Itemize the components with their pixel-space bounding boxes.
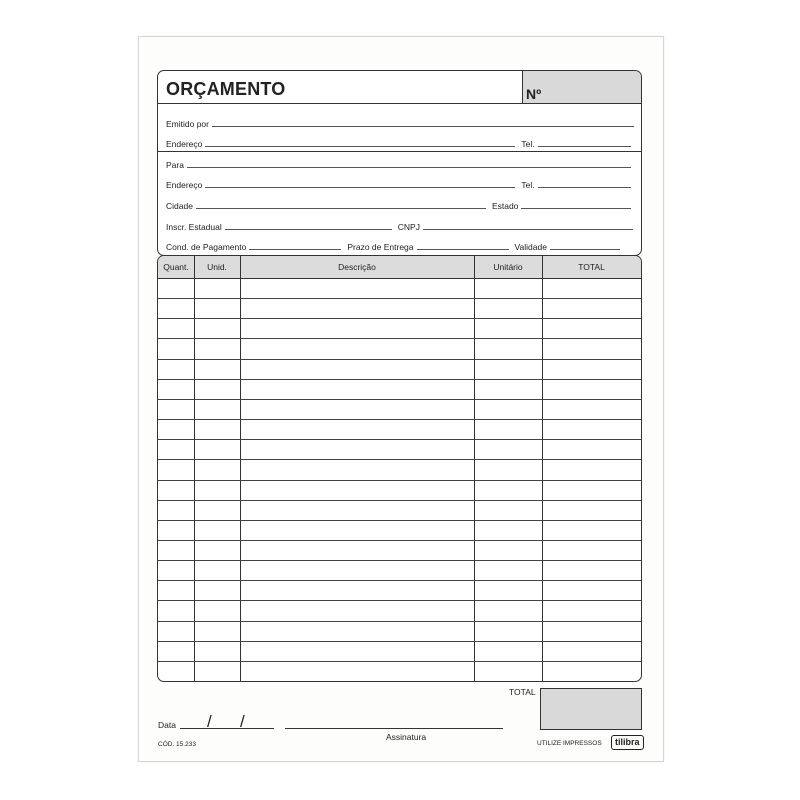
cnpj-line[interactable] — [423, 229, 633, 230]
product-code: CÓD. 15.233 — [158, 741, 196, 748]
table-row-line — [158, 641, 641, 642]
delivery-time-label: Prazo de Entrega — [347, 242, 414, 252]
table-row-line — [158, 298, 641, 299]
col-unit-header: Unid. — [207, 262, 227, 272]
issued-by-row — [166, 115, 634, 129]
to-line[interactable] — [187, 167, 631, 168]
validity-line[interactable] — [550, 249, 620, 250]
col-description-header: Descrição — [338, 262, 376, 272]
signature-label: Assinatura — [386, 732, 427, 742]
state-line[interactable] — [521, 208, 631, 209]
grand-total-field[interactable] — [540, 688, 642, 730]
table-row-line — [158, 500, 641, 501]
registration-row — [166, 218, 633, 232]
date-line[interactable] — [180, 728, 274, 729]
emitter-phone-label: Tel. — [521, 139, 535, 149]
emitter-address-row — [166, 135, 631, 149]
to-label: Para — [166, 160, 184, 170]
city-line[interactable] — [196, 208, 486, 209]
brand-logo: tilibra — [611, 735, 644, 750]
table-row-line — [158, 359, 641, 360]
date-label: Data — [158, 720, 176, 730]
recipient-phone-line[interactable] — [538, 187, 631, 188]
grand-total-label: TOTAL — [509, 687, 536, 697]
table-row-line — [158, 379, 641, 380]
date-separator: / — [240, 712, 245, 731]
table-row-line — [158, 318, 641, 319]
table-row-line — [158, 580, 641, 581]
table-row-line — [158, 600, 641, 601]
date-separator: / — [207, 712, 212, 731]
section-divider — [158, 151, 641, 152]
table-row-line — [158, 480, 641, 481]
validity-label: Validade — [514, 242, 547, 252]
table-row-line — [158, 419, 641, 420]
signature-line[interactable] — [285, 728, 503, 729]
table-row-line — [158, 540, 641, 541]
number-field[interactable] — [522, 71, 642, 103]
col-unit-price-header: Unitário — [493, 262, 523, 272]
emitter-address-label: Endereço — [166, 139, 203, 149]
to-row — [166, 156, 631, 170]
recipient-address-line[interactable] — [205, 187, 515, 188]
items-table — [157, 255, 642, 682]
number-label: Nº — [526, 86, 542, 102]
table-row-line — [158, 399, 641, 400]
table-row-line — [158, 560, 641, 561]
col-quantity-header: Quant. — [163, 262, 189, 272]
title-row — [158, 71, 641, 104]
cnpj-label: CNPJ — [397, 222, 420, 232]
state-registration-line[interactable] — [225, 229, 392, 230]
col-divider — [194, 256, 195, 681]
emitter-phone-line[interactable] — [538, 146, 631, 147]
brand-tagline: UTILIZE IMPRESSOS — [537, 740, 602, 747]
recipient-phone-label: Tel. — [521, 180, 535, 190]
issued-by-label: Emitido por — [166, 119, 209, 129]
table-row-line — [158, 459, 641, 460]
recipient-address-label: Endereço — [166, 180, 203, 190]
payment-terms-label: Cond. de Pagamento — [166, 242, 247, 252]
col-divider — [542, 256, 543, 681]
col-divider — [474, 256, 475, 681]
state-label: Estado — [491, 201, 519, 211]
table-header — [158, 256, 641, 279]
recipient-address-row — [166, 176, 631, 190]
col-divider — [240, 256, 241, 681]
city-label: Cidade — [166, 201, 193, 211]
col-total-header: TOTAL — [578, 262, 605, 272]
delivery-time-line[interactable] — [417, 249, 509, 250]
payment-terms-line[interactable] — [249, 249, 341, 250]
table-row-line — [158, 338, 641, 339]
table-row-line — [158, 661, 641, 662]
header-box — [157, 70, 642, 256]
form-title: ORÇAMENTO — [166, 79, 286, 99]
issued-by-line[interactable] — [212, 126, 634, 127]
city-state-row — [166, 197, 631, 211]
terms-row — [166, 238, 620, 252]
state-registration-label: Inscr. Estadual — [166, 222, 222, 232]
table-row-line — [158, 621, 641, 622]
table-row-line — [158, 520, 641, 521]
table-row-line — [158, 439, 641, 440]
emitter-address-line[interactable] — [205, 146, 515, 147]
